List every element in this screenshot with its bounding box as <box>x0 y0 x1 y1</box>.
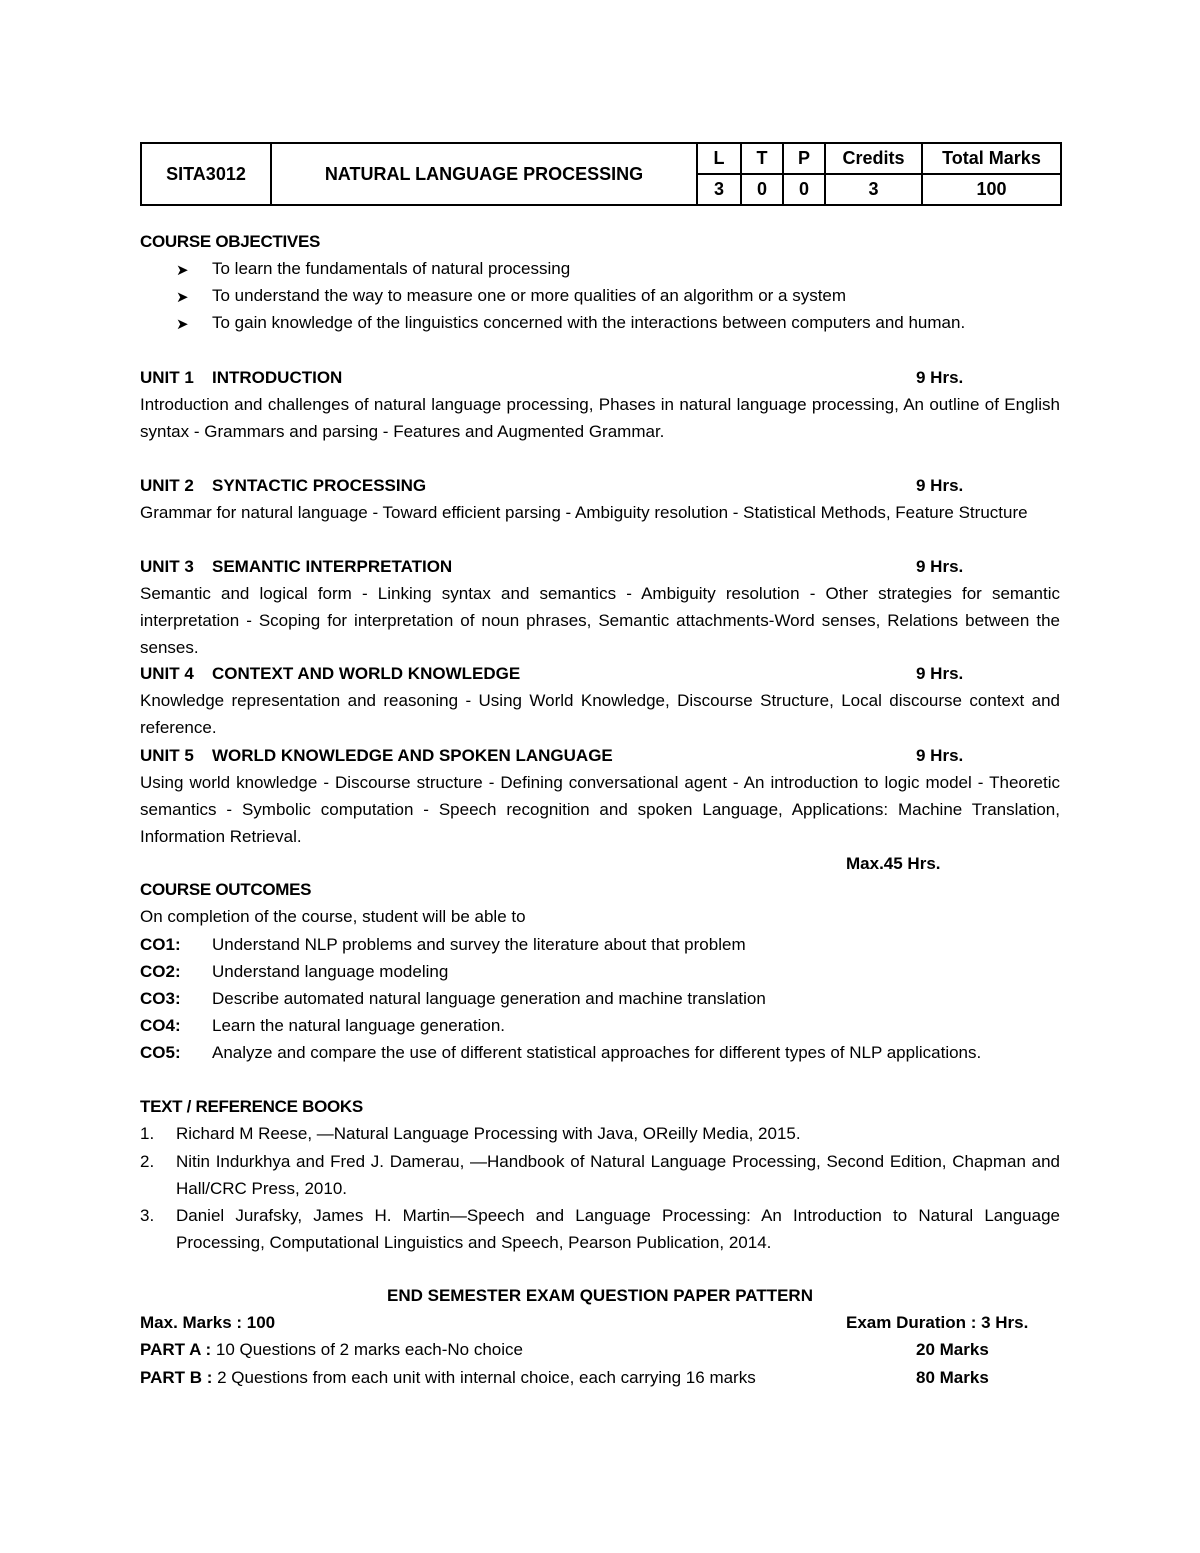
col-credits-header: Credits <box>825 143 922 174</box>
objective-item: To learn the fundamentals of natural processing <box>212 259 571 278</box>
reference-text: Nitin Indurkhya and Fred J. Damerau, ―Handbook of Natural Language Processing, Second Edition, Chapman and Hall/CRC Press, 2010. <box>176 1152 1060 1198</box>
part-b-text: 2 Questions from each unit with internal choice, each carrying 16 marks <box>212 1368 756 1387</box>
objective-item: To understand the way to measure one or more qualities of an algorithm or a system <box>212 286 847 305</box>
outcome-text: Analyze and compare the use of different statistical approaches for different types of NLP applications. <box>212 1043 982 1062</box>
col-p-header: P <box>783 143 825 174</box>
unit-label: UNIT 1 <box>140 368 194 387</box>
outcomes-title: COURSE OUTCOMES <box>140 880 312 899</box>
outcomes-intro: On completion of the course, student will be able to <box>140 907 526 926</box>
outcome-text: Learn the natural language generation. <box>212 1016 506 1035</box>
exam-duration: Exam Duration : 3 Hrs. <box>846 1313 1029 1332</box>
part-a-label: PART A : <box>140 1340 212 1359</box>
unit-name: WORLD KNOWLEDGE AND SPOKEN LANGUAGE <box>212 746 613 765</box>
l-value: 3 <box>697 174 741 205</box>
col-l-header: L <box>697 143 741 174</box>
outcome-text: Understand language modeling <box>212 962 449 981</box>
bullet-arrow-icon: ➤ <box>176 289 189 306</box>
unit-label: UNIT 5 <box>140 746 194 765</box>
part-a-text: 10 Questions of 2 marks each-No choice <box>211 1340 523 1359</box>
bullet-arrow-icon: ➤ <box>176 262 189 279</box>
unit-body: Introduction and challenges of natural language processing, Phases in natural language processing, An outline of English syntax - Grammars and parsing - Features and Augmented Grammar. <box>140 395 1060 441</box>
exam-pattern-title: END SEMESTER EXAM QUESTION PAPER PATTERN <box>387 1286 813 1305</box>
outcome-text: Understand NLP problems and survey the literature about that problem <box>212 935 746 954</box>
total-marks-value: 100 <box>922 174 1061 205</box>
t-value: 0 <box>741 174 783 205</box>
unit-body: Grammar for natural language - Toward efficient parsing - Ambiguity resolution - Statistical Methods, Feature Structure <box>140 503 1028 522</box>
part-b-marks: 80 Marks <box>916 1368 989 1387</box>
reference-text: Richard M Reese, ―Natural Language Processing with Java, OReilly Media, 2015. <box>176 1124 801 1143</box>
course-code: SITA3012 <box>141 143 271 205</box>
p-value: 0 <box>783 174 825 205</box>
unit-body: Semantic and logical form - Linking syntax and semantics - Ambiguity resolution - Other strategies for semantic interpretation - Scoping for interpretation of noun phrases, Semantic attachments-Word senses, Relations between the senses. <box>140 584 1060 657</box>
exam-max-marks: Max. Marks : 100 <box>140 1313 276 1332</box>
part-a-marks: 20 Marks <box>916 1340 989 1359</box>
col-t-header: T <box>741 143 783 174</box>
unit-label: UNIT 3 <box>140 557 194 576</box>
unit-hours: 9 Hrs. <box>916 557 964 576</box>
outcome-text: Describe automated natural language generation and machine translation <box>212 989 766 1008</box>
unit-hours: 9 Hrs. <box>916 664 964 683</box>
unit-body: Using world knowledge - Discourse structure - Defining conversational agent - An introduction to logic model - Theoretic semantics - Symbolic computation - Speech recognition and spoken Language, Applications: Machine Translation, Information Retrieval. <box>140 773 1060 846</box>
outcome-code: CO5: <box>140 1043 181 1062</box>
references-title: TEXT / REFERENCE BOOKS <box>140 1097 363 1116</box>
course-title: NATURAL LANGUAGE PROCESSING <box>271 143 697 205</box>
course-header-table <box>140 142 1062 206</box>
col-total-marks-header: Total Marks <box>922 143 1061 174</box>
unit-name: SEMANTIC INTERPRETATION <box>212 557 453 576</box>
reference-text: Daniel Jurafsky, James H. Martin―Speech and Language Processing: An Introduction to Natural Language Processing, Computational Linguistics and Speech, Pearson Publication, 2014. <box>176 1206 1060 1252</box>
part-b-label: PART B : <box>140 1368 213 1387</box>
outcome-code: CO2: <box>140 962 181 981</box>
unit-hours: 9 Hrs. <box>916 746 964 765</box>
bullet-arrow-icon: ➤ <box>176 316 189 333</box>
max-hours: Max.45 Hrs. <box>846 854 941 873</box>
reference-number: 1. <box>140 1124 155 1143</box>
unit-hours: 9 Hrs. <box>916 476 964 495</box>
part-b-row <box>140 1368 756 1388</box>
outcome-code: CO3: <box>140 989 181 1008</box>
part-a-row <box>140 1340 523 1360</box>
outcome-code: CO4: <box>140 1016 181 1035</box>
unit-name: INTRODUCTION <box>212 368 343 387</box>
unit-label: UNIT 2 <box>140 476 194 495</box>
unit-name: SYNTACTIC PROCESSING <box>212 476 427 495</box>
objectives-title: COURSE OBJECTIVES <box>140 232 321 251</box>
outcome-code: CO1: <box>140 935 181 954</box>
unit-name: CONTEXT AND WORLD KNOWLEDGE <box>212 664 521 683</box>
reference-number: 3. <box>140 1206 155 1225</box>
objective-item: To gain knowledge of the linguistics concerned with the interactions between computers and human. <box>212 313 966 332</box>
credits-value: 3 <box>825 174 922 205</box>
unit-body: Knowledge representation and reasoning - Using World Knowledge, Discourse Structure, Local discourse context and reference. <box>140 691 1060 737</box>
unit-label: UNIT 4 <box>140 664 194 683</box>
reference-number: 2. <box>140 1152 155 1171</box>
unit-hours: 9 Hrs. <box>916 368 964 387</box>
